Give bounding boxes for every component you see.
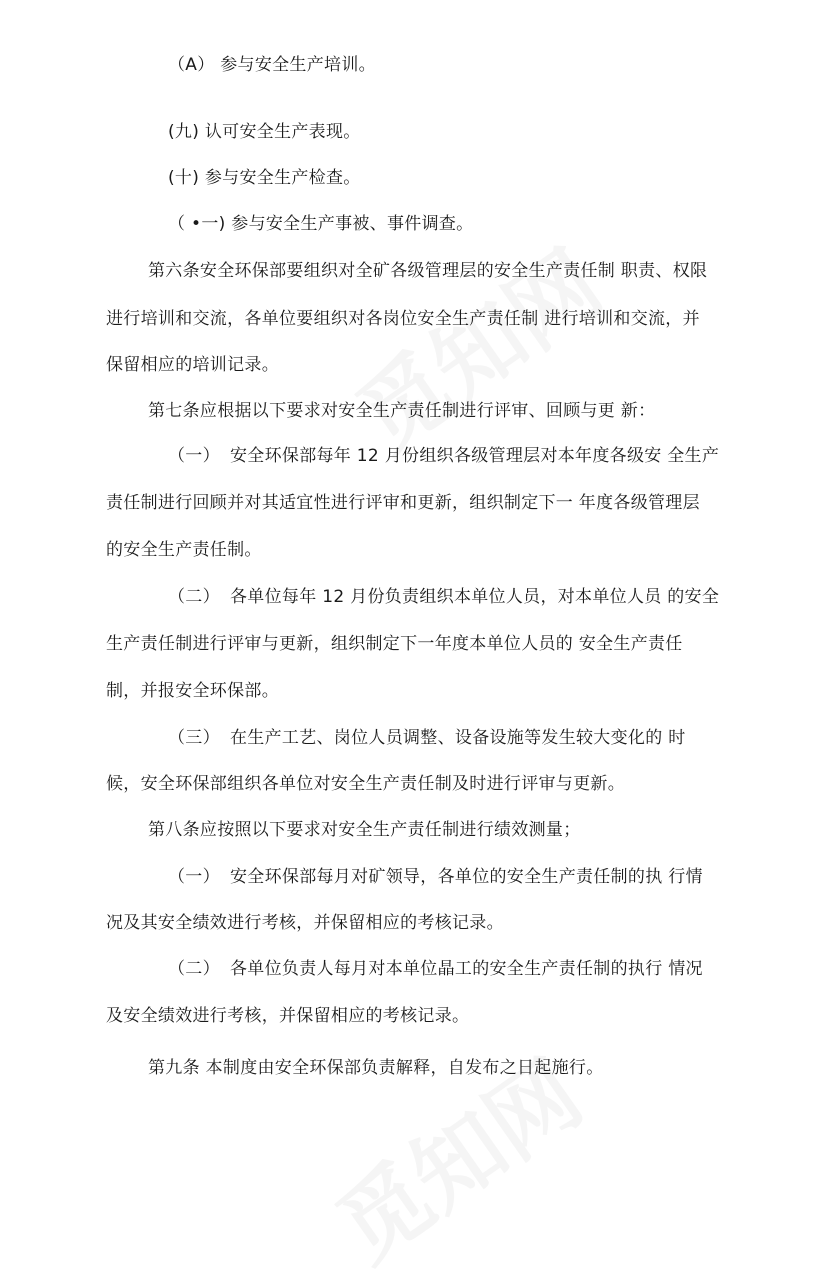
item-marker: （二）: [168, 959, 220, 979]
article-line: 第七条应根据以下要求对安全生产责任制进行评审、回顾与更 新：: [148, 401, 656, 421]
item-marker: （一）: [168, 446, 220, 466]
item-line: 候，安全环保部组织各单位对安全生产责任制及时进行评审与更新。: [106, 774, 625, 794]
article-line: 第九条 本制度由安全环保部负责解释，自发布之日起施行。: [148, 1058, 604, 1078]
item-marker: （三）: [168, 728, 220, 748]
item-line: 制，并报安全环保部。: [106, 681, 279, 701]
item-line: 安全环保部每年 12 月份组织各级管理层对本年度各级安 全生产: [230, 446, 720, 466]
item-line: 在生产工艺、岗位人员调整、设备设施等发生较大变化的 时: [230, 728, 686, 748]
item-line: 安全环保部每月对矿领导，各单位的安全生产责任制的执 行情: [230, 867, 703, 887]
item-marker: （二）: [168, 587, 220, 607]
article-line: 保留相应的培训记录。: [106, 355, 279, 375]
watermark: [327, 214, 623, 475]
article-line: 第六条安全环保部要组织对全矿各级管理层的安全生产责任制 职责、权限: [148, 261, 708, 281]
article-line: 第八条应按照以下要求对安全生产责任制进行绩效测量；: [148, 820, 581, 840]
item-marker: （一）: [168, 867, 220, 887]
item-line: 各单位负责人每月对本单位晶工的安全生产责任制的执行 情况: [230, 959, 703, 979]
clause-line: （ •一) 参与安全生产事被、事件调查。: [168, 214, 474, 234]
article-line: 进行培训和交流，各单位要组织对各岗位安全生产责任制 进行培训和交流，并: [106, 309, 700, 329]
item-line: 各单位每年 12 月份负责组织本单位人员，对本单位人员 的安全: [230, 587, 720, 607]
clause-line: (十) 参与安全生产检查。: [168, 168, 361, 188]
item-line: 生产责任制进行评审与更新，组织制定下一年度本单位人员的 安全生产责任: [106, 634, 683, 654]
item-line: 的安全生产责任制。: [106, 540, 262, 560]
item-line: 况及其安全绩效进行考核，并保留相应的考核记录。: [106, 913, 504, 933]
clause-line: (九) 认可安全生产表现。: [168, 122, 361, 142]
item-line: 及安全绩效进行考核，并保留相应的考核记录。: [106, 1006, 470, 1026]
item-line: 责任制进行回顾并对其适宜性进行评审和更新，组织制定下一 年度各级管理层: [106, 493, 700, 513]
clause-line: （A） 参与安全生产培训。: [168, 55, 376, 75]
